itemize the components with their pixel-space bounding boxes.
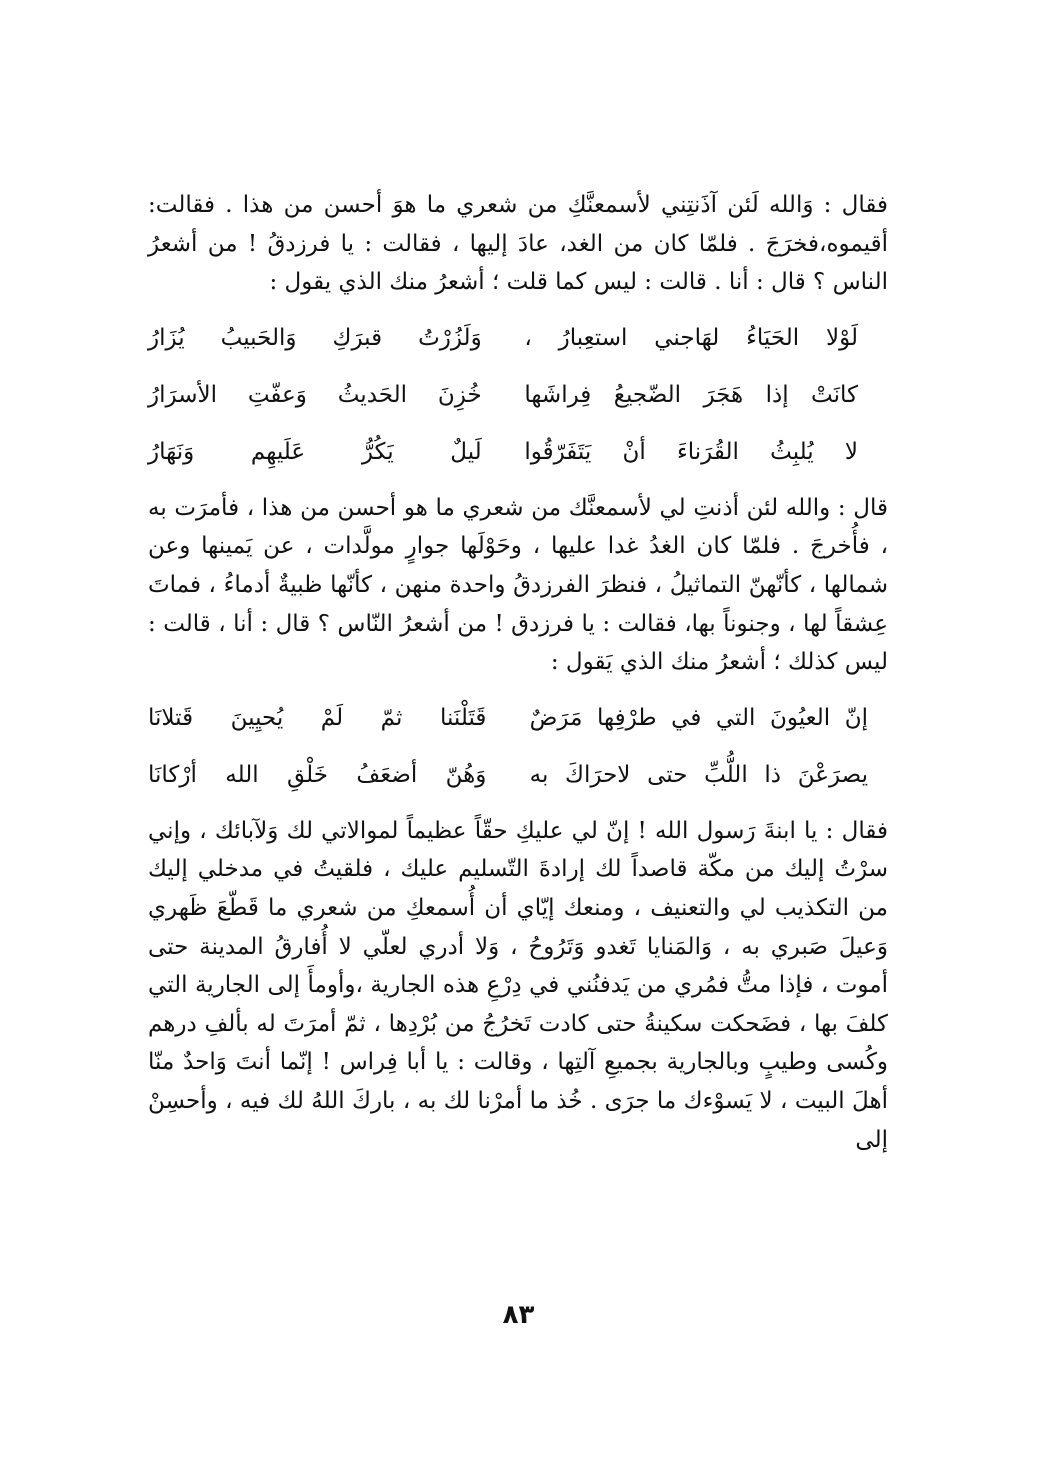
verse-first-hemistich: لَوْلا الحَيَاءُ لهَاجني استعِبارُ ، (524, 325, 858, 352)
poem-verse (148, 424, 888, 481)
page-number: ٨٣ (502, 1300, 535, 1330)
verse-first-hemistich: يصرَعْنَ ذا اللُّبِّ حتى لاحرَاكَ به (529, 762, 868, 789)
poem-verse (148, 310, 888, 367)
poem-2 (148, 690, 888, 804)
verse-second-hemistich: لَيلٌ يَكُرُّ عَلَيهِم وَنَهَارُ (148, 439, 482, 466)
poem-verse (148, 747, 888, 804)
verse-first-hemistich: كانَتْ إذا هَجَرَ الضّجيعُ فِراشَها (524, 382, 858, 409)
paragraph-3: فقال : يا ابنةَ رَسول الله ! إنّ لي عليكِ حقّاً عظيماً لموالاتي لك وَلآبائك ، وإني سرْتُ إليك من مكّة قاصداً لك إرادةَ التّسليم عليك ، فلقيتُ في مدخلي إليك من التكذيب لي والتعنيف ، ومنعك إيّاي أن أُسمعكِ من شعري ما قَطّعَ ظَهري وَعيلَ صَبري به ، وَالمَنايا تَغدو وَتَرُوحُ ، وَلا أدري لعلّي لا أُفارقُ المدينة حتى أموت ، فإذا متُّ فمُري من يَدفنُني في دِرْعِ هذه الجارية ،وأومأَ إلى الجارية التي كلفَ بها ، فضَحكت سكينةُ حتى كادت تَخرُجُ من بُرْدِها ، ثمّ أمرَتَ له بألفِ درهم وكُسى وطيبٍ وبالجارية بجميعِ آلتِها ، وقالت : يا أبا فِراس ! إنّما أنتَ وَاحدٌ منّا أهلَ البيت ، لا يَسوْءك ما جرَى . خُذ ما أمرْنا لك به ، باركَ اللهُ لك فيه ، وأحسِنْ إلى (148, 817, 888, 1153)
page-body (148, 186, 888, 1159)
verse-second-hemistich: وَلَزُرْتُ قبرَكِ وَالحَبيبُ يُزَارُ (148, 325, 482, 352)
verse-first-hemistich: إنّ العيُونَ التي في طرْفِها مَرَضٌ (529, 705, 868, 732)
verse-first-hemistich: لا يُلبِثُ القُرَناءَ أنْ يَتَفَرّقُوا (524, 439, 858, 466)
poem-verse (148, 367, 888, 424)
poem-verse (148, 690, 888, 747)
verse-second-hemistich: خُزِنَ الحَديثُ وَعفّتِ الأسرَارُ (148, 382, 482, 409)
paragraph-2: قال : والله لئن أذنتِ لي لأسمعنَّك من شعري ما هو أحسن من هذا ، فأمرَت به ، فأُخرجَ . فلمّا كان الغدُ غدا عليها ، وحَوْلَها جوارٍ مولَّدات ، عن يَمينها وعن شمالها ، كأنّهنّ التماثيلُ ، فنظرَ الفرزدقُ واحدة منهن ، كأنّها ظبيةٌ أدماءُ ، فماتَ عِشقاً لها ، وجنوناً بها، فقالت : يا فرزدق ! من أشعرُ النّاس ؟ قال : أنا ، قالت : ليس كذلك ؛ أشعرُ منك الذي يَقول : (148, 494, 888, 676)
verse-second-hemistich: قَتَلْنَنا ثمّ لَمْ يُحيِينَ قَتلانَا (148, 705, 487, 732)
poem-1 (148, 310, 888, 481)
verse-second-hemistich: وَهُنّ أضعَفُ خَلْقِ الله أرْكانَا (148, 762, 487, 789)
paragraph-1: فقال : وَالله لَئن آذَنتِني لأسمعنَّكِ من شعري ما هوَ أحسن من هذا . فقالت: أقيموه،فخرَجَ . فلمّا كان من الغد، عادَ إليها ، فقالت : يا فرزدقُ ! من أشعرُ الناس ؟ قال : أنا . قالت : ليس كما قلت ؛ أشعرُ منك الذي يقول : (148, 192, 888, 296)
